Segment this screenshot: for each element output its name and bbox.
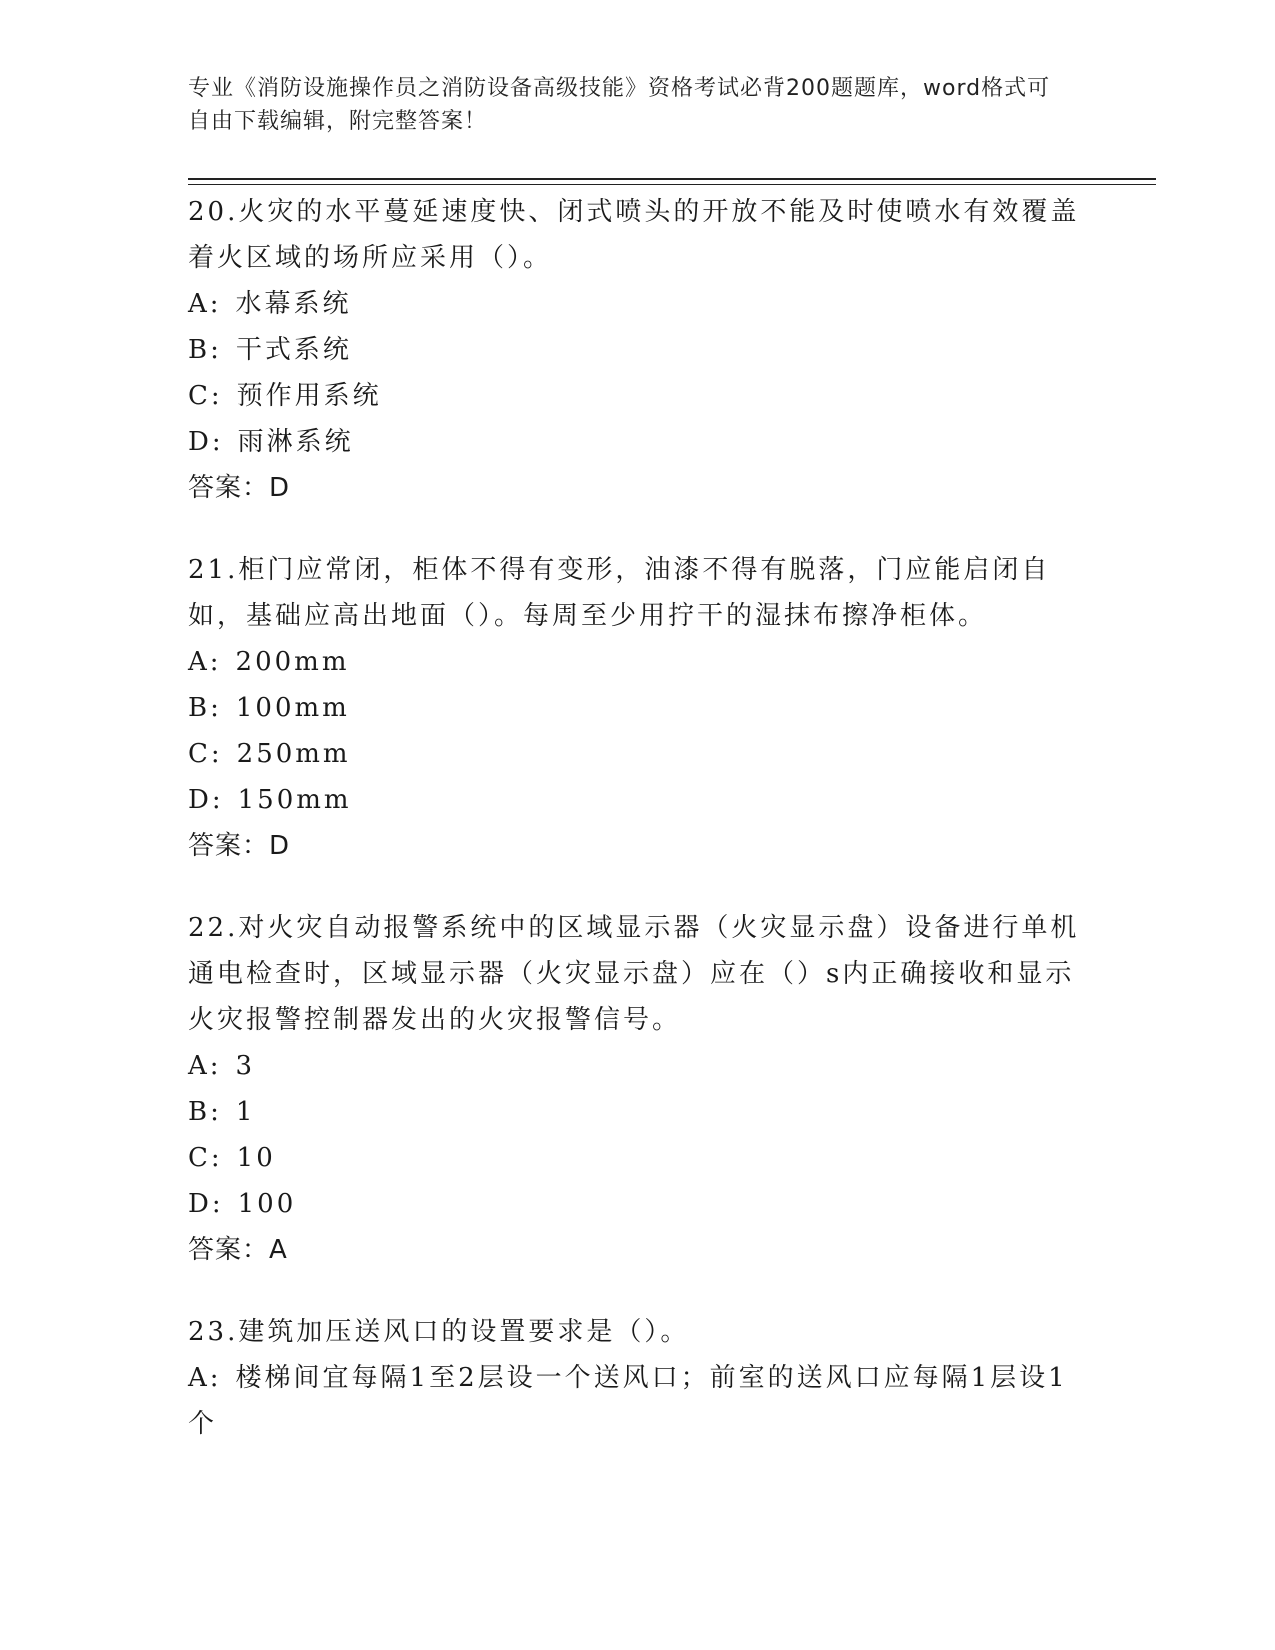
option-key: C: (188, 1143, 223, 1173)
option-text: 雨淋系统 (237, 427, 354, 457)
option-a (188, 1043, 1088, 1089)
option-a (188, 281, 1088, 327)
question-23 (188, 1309, 1088, 1447)
option-key: A: (188, 1363, 222, 1393)
option-a (188, 639, 1088, 685)
answer-line: 答案：D (188, 473, 291, 503)
option-c (188, 1135, 1088, 1181)
option-a (188, 1355, 1088, 1447)
option-text: 200mm (235, 647, 350, 677)
option-key: A: (188, 289, 222, 319)
option-d (188, 1181, 1088, 1227)
question-21 (188, 547, 1088, 869)
option-text: 水幕系统 (235, 289, 352, 319)
question-20 (188, 189, 1088, 511)
option-c (188, 373, 1088, 419)
option-b (188, 327, 1088, 373)
option-key: B: (188, 335, 222, 365)
question-stem: 21.柜门应常闭，柜体不得有变形，油漆不得有脱落，门应能启闭自如，基础应高出地面（）。每周至少用拧干的湿抹布擦净柜体。 (188, 555, 1051, 631)
option-text: 100mm (235, 693, 350, 723)
option-key: A: (188, 647, 222, 677)
option-text: 100 (237, 1189, 297, 1219)
option-text: 250mm (236, 739, 351, 769)
option-text: 干式系统 (235, 335, 352, 365)
question-stem: 23.建筑加压送风口的设置要求是（）。 (188, 1317, 690, 1347)
option-key: C: (188, 381, 223, 411)
option-key: D: (188, 427, 224, 457)
document-intro: 专业《消防设施操作员之消防设备高级技能》资格考试必背200题题库，word格式可自由下载编辑，附完整答案！ (188, 76, 1051, 134)
option-d (188, 419, 1088, 465)
option-key: B: (188, 1097, 222, 1127)
option-c (188, 731, 1088, 777)
option-key: B: (188, 693, 222, 723)
option-b (188, 1089, 1088, 1135)
option-text: 楼梯间宜每隔1至2层设一个送风口；前室的送风口应每隔1层设1个 (188, 1363, 1068, 1439)
option-text: 10 (236, 1143, 276, 1173)
option-text: 1 (235, 1097, 256, 1127)
question-stem: 20.火灾的水平蔓延速度快、闭式喷头的开放不能及时使喷水有效覆盖着火区域的场所应采用（）。 (188, 197, 1080, 273)
option-key: D: (188, 785, 224, 815)
option-key: D: (188, 1189, 224, 1219)
option-b (188, 685, 1088, 731)
option-text: 预作用系统 (236, 381, 382, 411)
option-key: A: (188, 1051, 222, 1081)
option-key: C: (188, 739, 223, 769)
option-d (188, 777, 1088, 823)
header-divider-thick (188, 178, 1156, 180)
question-stem: 22.对火灾自动报警系统中的区域显示器（火灾显示盘）设备进行单机通电检查时，区域显示器（火灾显示盘）应在（）s内正确接收和显示火灾报警控制器发出的火灾报警信号。 (188, 913, 1080, 1035)
answer-line: 答案：D (188, 831, 291, 861)
option-text: 150mm (237, 785, 352, 815)
answer-line: 答案：A (188, 1235, 288, 1265)
question-22 (188, 905, 1088, 1273)
option-text: 3 (235, 1051, 256, 1081)
question-list (188, 189, 1088, 1483)
header-divider-thin (188, 184, 1156, 185)
